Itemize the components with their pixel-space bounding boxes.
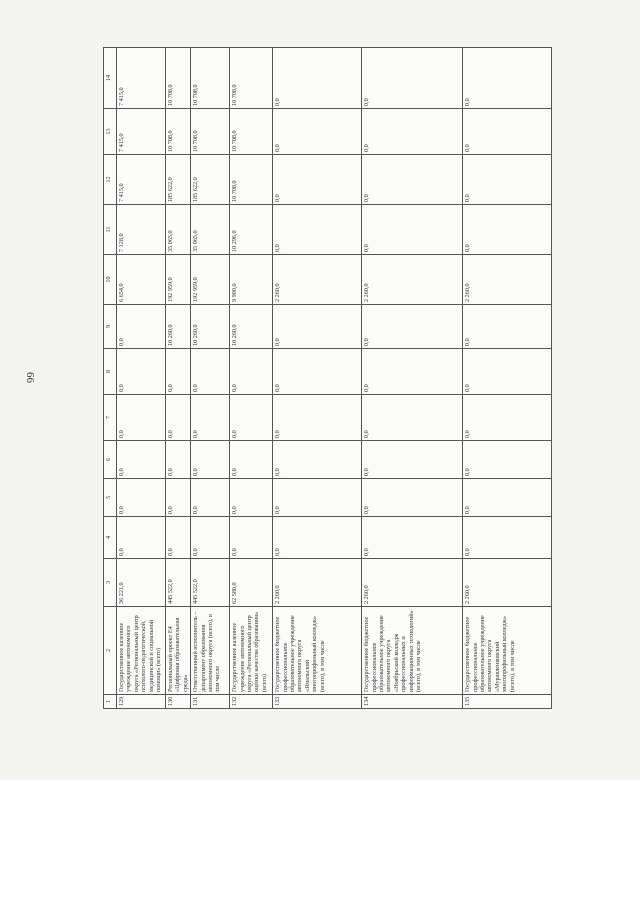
column-header: 5 — [104, 479, 117, 517]
column-header: 6 — [104, 441, 117, 479]
table-row — [166, 48, 191, 709]
column-header: 12 — [104, 155, 117, 205]
value-cell: 10 708,0 — [166, 109, 191, 155]
column-header: 8 — [104, 349, 117, 395]
table-row — [117, 48, 166, 709]
value-cell: 0,0 — [463, 441, 552, 479]
value-cell: 10 708,0 — [230, 48, 273, 109]
value-cell: 0,0 — [273, 441, 362, 479]
table-row — [273, 48, 362, 709]
row-name: Региональный проект Е4 «Цифровая образовательная среда» — [166, 607, 191, 695]
value-cell: 10 260,0 — [166, 305, 191, 349]
value-cell: 10 708,0 — [191, 109, 230, 155]
value-cell: 0,0 — [191, 517, 230, 559]
value-cell: 35 065,0 — [166, 205, 191, 255]
table-wrapper — [103, 48, 516, 709]
value-cell: 10 708,0 — [191, 48, 230, 109]
value-cell: 9 900,0 — [230, 255, 273, 305]
value-cell: 0,0 — [273, 305, 362, 349]
value-cell: 0,0 — [117, 395, 166, 441]
row-number: 135 — [463, 695, 552, 709]
value-cell: 10 708,0 — [166, 48, 191, 109]
value-cell: 0,0 — [191, 349, 230, 395]
value-cell: 0,0 — [117, 349, 166, 395]
value-cell: 7 415,0 — [117, 155, 166, 205]
value-cell: 0,0 — [230, 517, 273, 559]
row-name: Государственное бюджетное профессиональное образовательное учреждение автономного округа «Муравленковский многопрофильный колледж» (всего), в том числе — [463, 607, 552, 695]
value-cell: 0,0 — [463, 479, 552, 517]
column-header: 11 — [104, 205, 117, 255]
table-row — [191, 48, 230, 709]
value-cell: 0,0 — [273, 517, 362, 559]
value-cell: 10 708,0 — [230, 109, 273, 155]
value-cell: 2 260,0 — [362, 255, 463, 305]
value-cell: 62 580,0 — [230, 559, 273, 607]
row-name: Государственное казенное учреждение автономного округа «Региональный центр оценки качества образования» (всего) — [230, 607, 273, 695]
value-cell: 0,0 — [463, 395, 552, 441]
value-cell: 35 065,0 — [191, 205, 230, 255]
column-header: 10 — [104, 255, 117, 305]
value-cell: 0,0 — [230, 479, 273, 517]
value-cell: 0,0 — [362, 479, 463, 517]
value-cell: 0,0 — [362, 305, 463, 349]
table-row — [230, 48, 273, 709]
value-cell: 0,0 — [463, 305, 552, 349]
value-cell: 10 296,0 — [230, 205, 273, 255]
table-row — [463, 48, 552, 709]
value-cell: 7 415,0 — [117, 109, 166, 155]
table-row — [362, 48, 463, 709]
column-header: 9 — [104, 305, 117, 349]
value-cell: 7 415,0 — [117, 48, 166, 109]
value-cell: 445 522,0 — [191, 559, 230, 607]
page-number: 66 — [24, 372, 36, 383]
row-number: 134 — [362, 695, 463, 709]
value-cell: 0,0 — [273, 205, 362, 255]
value-cell: 10 260,0 — [230, 305, 273, 349]
row-name: Ответственный исполнитель – департамент образования автономного округа (всего), в том числе — [191, 607, 230, 695]
column-header: 4 — [104, 517, 117, 559]
value-cell: 10 260,0 — [191, 305, 230, 349]
value-cell: 0,0 — [273, 109, 362, 155]
value-cell: 10 708,0 — [230, 155, 273, 205]
value-cell: 0,0 — [273, 48, 362, 109]
value-cell: 0,0 — [273, 395, 362, 441]
value-cell: 0,0 — [463, 517, 552, 559]
row-number: 133 — [273, 695, 362, 709]
value-cell: 0,0 — [362, 441, 463, 479]
column-header: 2 — [104, 607, 117, 695]
value-cell: 0,0 — [362, 517, 463, 559]
value-cell: 0,0 — [191, 441, 230, 479]
value-cell: 0,0 — [362, 205, 463, 255]
value-cell: 0,0 — [463, 205, 552, 255]
value-cell: 0,0 — [273, 155, 362, 205]
column-header: 7 — [104, 395, 117, 441]
row-number: 131 — [191, 695, 230, 709]
value-cell: 36 221,0 — [117, 559, 166, 607]
value-cell: 2 260,0 — [463, 559, 552, 607]
row-number: 130 — [166, 695, 191, 709]
value-cell: 0,0 — [191, 479, 230, 517]
value-cell: 0,0 — [230, 395, 273, 441]
value-cell: 192 959,0 — [166, 255, 191, 305]
value-cell: 0,0 — [273, 349, 362, 395]
value-cell: 0,0 — [191, 395, 230, 441]
value-cell: 2 260,0 — [463, 255, 552, 305]
value-cell: 192 959,0 — [191, 255, 230, 305]
value-cell: 0,0 — [230, 349, 273, 395]
column-header: 3 — [104, 559, 117, 607]
value-cell: 7 128,0 — [117, 205, 166, 255]
row-name: Государственное бюджетное профессиональное образовательное учреждение автономного округа «Ноябрьский колледж профессиональных и информационных технологий» (всего), в том числе — [362, 607, 463, 695]
value-cell: 0,0 — [117, 517, 166, 559]
value-cell: 0,0 — [463, 349, 552, 395]
value-cell: 0,0 — [166, 517, 191, 559]
budget-table — [103, 47, 552, 709]
row-name: Государственное казенное учреждение автономного округа «Региональный центр психолого-педагогической, медицинской и социальной помощи» (всего) — [117, 607, 166, 695]
value-cell: 2 260,0 — [273, 255, 362, 305]
column-header: 14 — [104, 48, 117, 109]
value-cell: 0,0 — [166, 441, 191, 479]
value-cell: 0,0 — [166, 395, 191, 441]
column-header: 1 — [104, 695, 117, 709]
value-cell: 0,0 — [463, 109, 552, 155]
header-row — [104, 48, 117, 709]
value-cell: 0,0 — [362, 48, 463, 109]
row-number: 129 — [117, 695, 166, 709]
value-cell: 0,0 — [117, 305, 166, 349]
value-cell: 6 654,0 — [117, 255, 166, 305]
value-cell: 0,0 — [362, 155, 463, 205]
value-cell: 0,0 — [362, 395, 463, 441]
value-cell: 0,0 — [117, 479, 166, 517]
column-header: 13 — [104, 109, 117, 155]
row-name: Государственное бюджетное профессиональное образовательное учреждение автономного округа «Ямальский многопрофильный колледж» (всего), в том числе — [273, 607, 362, 695]
value-cell: 0,0 — [463, 48, 552, 109]
value-cell: 445 522,0 — [166, 559, 191, 607]
value-cell: 0,0 — [273, 479, 362, 517]
value-cell: 2 260,0 — [273, 559, 362, 607]
value-cell: 0,0 — [117, 441, 166, 479]
value-cell: 0,0 — [166, 479, 191, 517]
value-cell: 185 622,0 — [166, 155, 191, 205]
value-cell: 0,0 — [362, 349, 463, 395]
value-cell: 0,0 — [166, 349, 191, 395]
value-cell: 0,0 — [230, 441, 273, 479]
value-cell: 0,0 — [362, 109, 463, 155]
value-cell: 0,0 — [463, 155, 552, 205]
value-cell: 2 260,0 — [362, 559, 463, 607]
row-number: 132 — [230, 695, 273, 709]
value-cell: 185 622,0 — [191, 155, 230, 205]
